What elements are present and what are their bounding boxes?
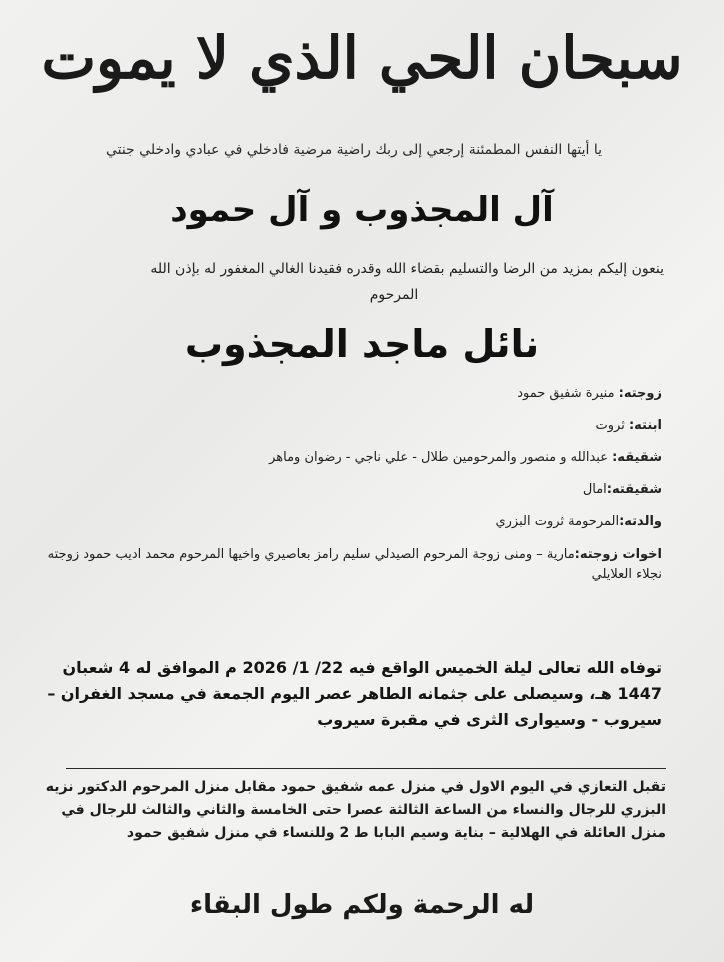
relative-label: شقيقه:: [612, 450, 662, 465]
relative-value: عبدالله و منصور والمرحومين طلال - علي ناجي - رضوان وماهر: [269, 450, 613, 465]
announcement-line1: ينعون إليكم بمزيد من الرضا والتسليم بقضاء الله وقدره فقيدنا الغالي المغفور له بإذن الله: [150, 261, 664, 277]
deceased-name: نائل ماجد المجذوب: [184, 322, 540, 366]
relative-mother: [42, 513, 662, 545]
announcement: [64, 256, 664, 308]
relative-sister: [42, 481, 662, 513]
divider: [66, 768, 666, 769]
announcement-line2: المرحوم: [369, 287, 419, 303]
relative-label: والدته:: [619, 514, 662, 529]
relative-label: اخوات زوجته:: [574, 547, 662, 562]
relative-value: ثروت: [595, 418, 629, 433]
relative-value: المرحومة ثروت البزري: [495, 514, 620, 529]
relative-label: ابنته:: [628, 418, 662, 433]
relative-wife-siblings: [42, 545, 662, 585]
relative-brothers: [42, 449, 662, 481]
relative-value: امال: [582, 482, 607, 497]
header-calligraphy: سبحان الحي الذي لا يموت: [41, 24, 683, 92]
relative-label: شقيقته:: [606, 482, 662, 497]
relative-label: زوجته:: [618, 386, 662, 401]
relatives-list: [42, 385, 662, 585]
relative-wife: [42, 385, 662, 417]
condolence-info: تقبل التعازي في اليوم الاول في منزل عمه شفيق حمود مقابل منزل المرحوم الدكتور نزيه البزري للرجال والنساء من الساعة الثالثة عصرا حتى الخامسة والثاني والثالث للرجال في منزل العائلة في الهلالية – بناية وسيم البابا ط 2 وللنساء في منزل شفيق حمود: [45, 779, 666, 841]
closing-phrase: له الرحمة ولكم طول البقاء: [189, 890, 535, 920]
relative-value: منيرة شفيق حمود: [517, 386, 619, 401]
relative-daughter: [42, 417, 662, 449]
relative-value: مارية – ومنى زوجة المرحوم الصيدلي سليم رامز بعاصيري واخيها المرحوم محمد اديب حمود زوجته نجلاء العلايلي: [47, 547, 662, 582]
quran-verse: يا أيتها النفس المطمئنة إرجعي إلى ربك راضية مرضية فادخلي في عبادي وادخلي جنتي: [105, 142, 603, 158]
families-title: آل المجذوب و آل حمود: [170, 190, 554, 230]
death-info: توفاه الله تعالى ليلة الخميس الواقع فيه 22/ 1/ 2026 م الموافق له 4 شعبان 1447 هـ، وسيصلى على جثمانه الطاهر عصر اليوم الجمعة في مسجد الغفران – سيروب - وسيوارى الثرى في مقبرة سيروب: [47, 658, 662, 729]
